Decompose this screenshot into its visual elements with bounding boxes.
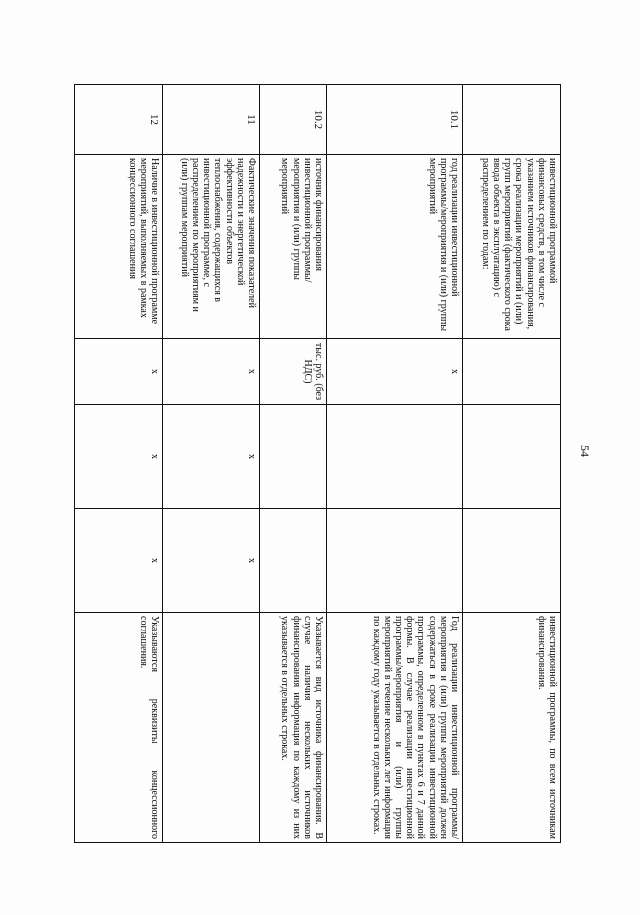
table-row [75,85,163,843]
requirements-table [74,84,561,843]
row-description: Указывается вид источника финансирования. В случае наличия нескольких источников финансирования информация по каждому из них указывается в отдельных строках. [260,613,327,843]
row-name: источник финансирования инвестиционной программы/мероприятия и (или) группы мероприятий [260,155,327,339]
row-number: 10.2 [260,85,327,155]
row-unit: x [327,339,463,405]
row-name: инвестиционной программой финансовых средств, в том числе с указанием источников финансирования, срока реализации мероприятий и (или) групп мероприятий (фактического срока ввода объекта в эксплуатацию) с распределением по годам: [463,155,561,339]
row-unit: тыс. руб. (без НДС) [260,339,327,405]
table-row [163,85,260,843]
row-col4: x [163,405,260,509]
row-name: год реализации инвестиционной программы/мероприятия и (или) группы мероприятий [327,155,463,339]
row-col5 [327,509,463,613]
row-unit: x [163,339,260,405]
table-row [327,85,463,843]
table-row [260,85,327,843]
page-number: 54 [578,445,592,457]
row-number: 11 [163,85,260,155]
row-description [163,613,260,843]
row-col4 [327,405,463,509]
row-description: инвестиционной программы, по всем источникам финансирования. [463,613,561,843]
row-col5 [463,509,561,613]
row-col5: x [163,509,260,613]
row-col5: x [75,509,163,613]
row-description: Указываются реквизиты концессионного соглашения. [75,613,163,843]
table-row [463,85,561,843]
row-col5 [260,509,327,613]
row-name: Наличие в инвестиционной программе мероприятий, выполняемых в рамках концессионного соглашения [75,155,163,339]
row-unit [463,339,561,405]
row-number [463,85,561,155]
row-description: Год реализации инвестиционной программы/мероприятия и (или) группы мероприятий должен содержаться в сроке реализации инвестиционной программы, определенном в пунктах 6 и 7 данной формы. В случае реализации инвестиционной программы/мероприятия и (или) группы мероприятий в течение нескольких лет информация по каждому году указывается в отдельных строках. [327,613,463,843]
row-col4 [260,405,327,509]
row-name: Фактические значения показателей надежности и энергетической эффективности объектов теплоснабжения, содержащихся в инвестиционной программе, с распределением по мероприятиям и (или) группам мероприятий [163,155,260,339]
row-unit: x [75,339,163,405]
row-col4 [463,405,561,509]
row-col4: x [75,405,163,509]
row-number: 12 [75,85,163,155]
row-number: 10.1 [327,85,463,155]
